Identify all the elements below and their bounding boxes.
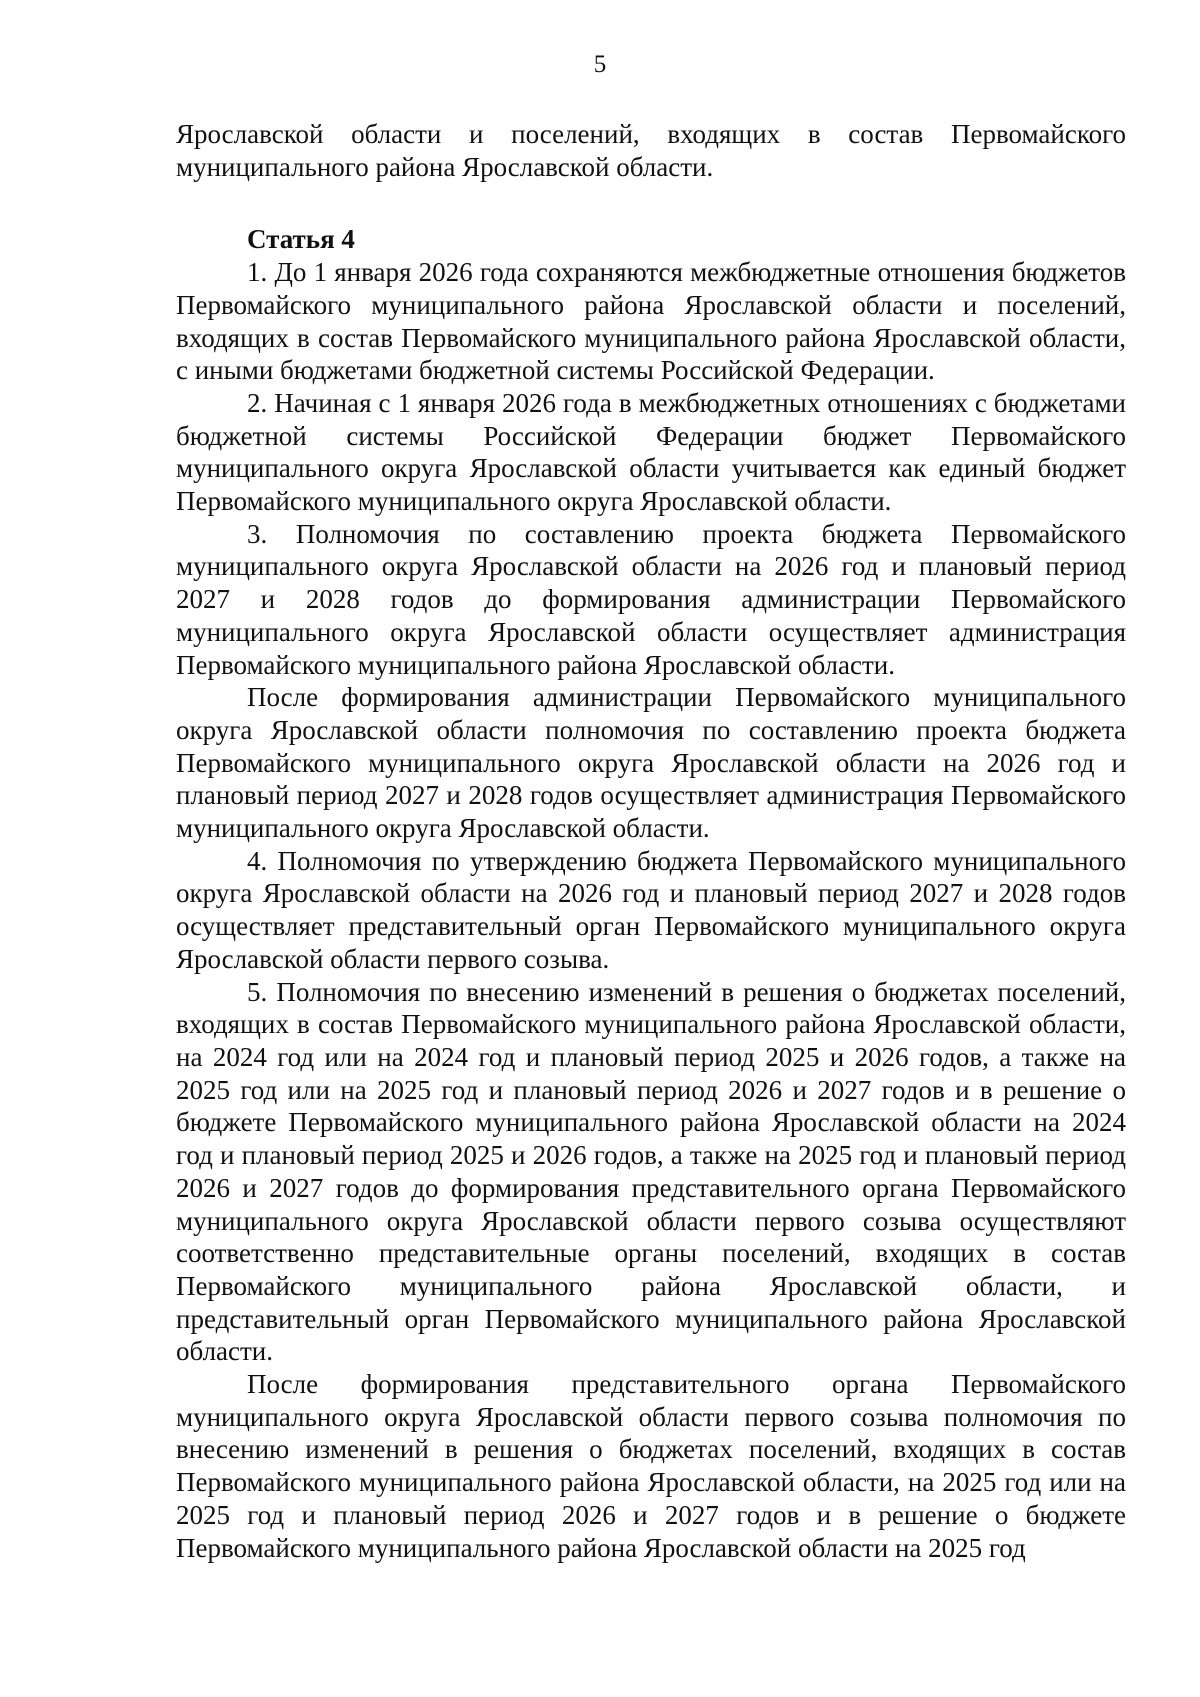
paragraph: После формирования представительного органа Первомайского муниципального округа Ярославской области первого созыва полномочия по внесению изменений в решения о бюджетах поселений, входящих в состав Первомайского муниципального района Ярославской области, на 2025 год или на 2025 год и плановый период 2026 и 2027 годов и в решение о бюджете Первомайского муниципального района Ярославской области на 2025 год: [176, 1369, 1126, 1563]
paragraph: После формирования администрации Первомайского муниципального округа Ярославской области полномочия по составлению проекта бюджета Первомайского муниципального округа Ярославской области на 2026 год и плановый период 2027 и 2028 годов осуществляет администрация Первомайского муниципального округа Ярославской области.: [176, 682, 1126, 844]
document-body: [176, 118, 1126, 1564]
page-number: 5: [593, 51, 607, 78]
article-heading: Статья 4: [247, 224, 355, 255]
paragraph: 2. Начиная с 1 января 2026 года в межбюджетных отношениях с бюджетами бюджетной системы Российской Федерации бюджет Первомайского муниципального округа Ярославской области учитывается как единый бюджет Первомайского муниципального округа Ярославской области.: [176, 387, 1126, 517]
paragraph: 1. До 1 января 2026 года сохраняются межбюджетные отношения бюджетов Первомайского муниципального района Ярославской области и поселений, входящих в состав Первомайского муниципального района Ярославской области, с иными бюджетами бюджетной системы Российской Федерации.: [176, 257, 1126, 386]
paragraph: 5. Полномочия по внесению изменений в решения о бюджетах поселений, входящих в состав Первомайского муниципального района Ярославской области, на 2024 год или на 2024 год и плановый период 2025 и 2026 годов, а также на 2025 год или на 2025 год и плановый период 2026 и 2027 годов и в решение о бюджете Первомайского муниципального района Ярославской области на 2024 год и плановый период 2025 и 2026 годов, а также на 2025 год и плановый период 2026 и 2027 годов до формирования представительного органа Первомайского муниципального округа Ярославской области первого созыва осуществляют соответственно представительные органы поселений, входящих в состав Первомайского муниципального района Ярославской области, и представительный орган Первомайского муниципального района Ярославской области.: [176, 976, 1126, 1367]
intro-paragraph: Ярославской области и поселений, входящих в состав Первомайского муниципального района Ярославской области.: [176, 119, 1126, 182]
paragraph: 4. Полномочия по утверждению бюджета Первомайского муниципального округа Ярославской области на 2026 год и плановый период 2027 и 2028 годов осуществляет представительный орган Первомайского муниципального округа Ярославской области первого созыва.: [176, 845, 1126, 974]
paragraph: 3. Полномочия по составлению проекта бюджета Первомайского муниципального округа Ярославской области на 2026 год и плановый период 2027 и 2028 годов до формирования администрации Первомайского муниципального округа Ярославской области осуществляет администрация Первомайского муниципального района Ярославской области.: [176, 518, 1126, 680]
